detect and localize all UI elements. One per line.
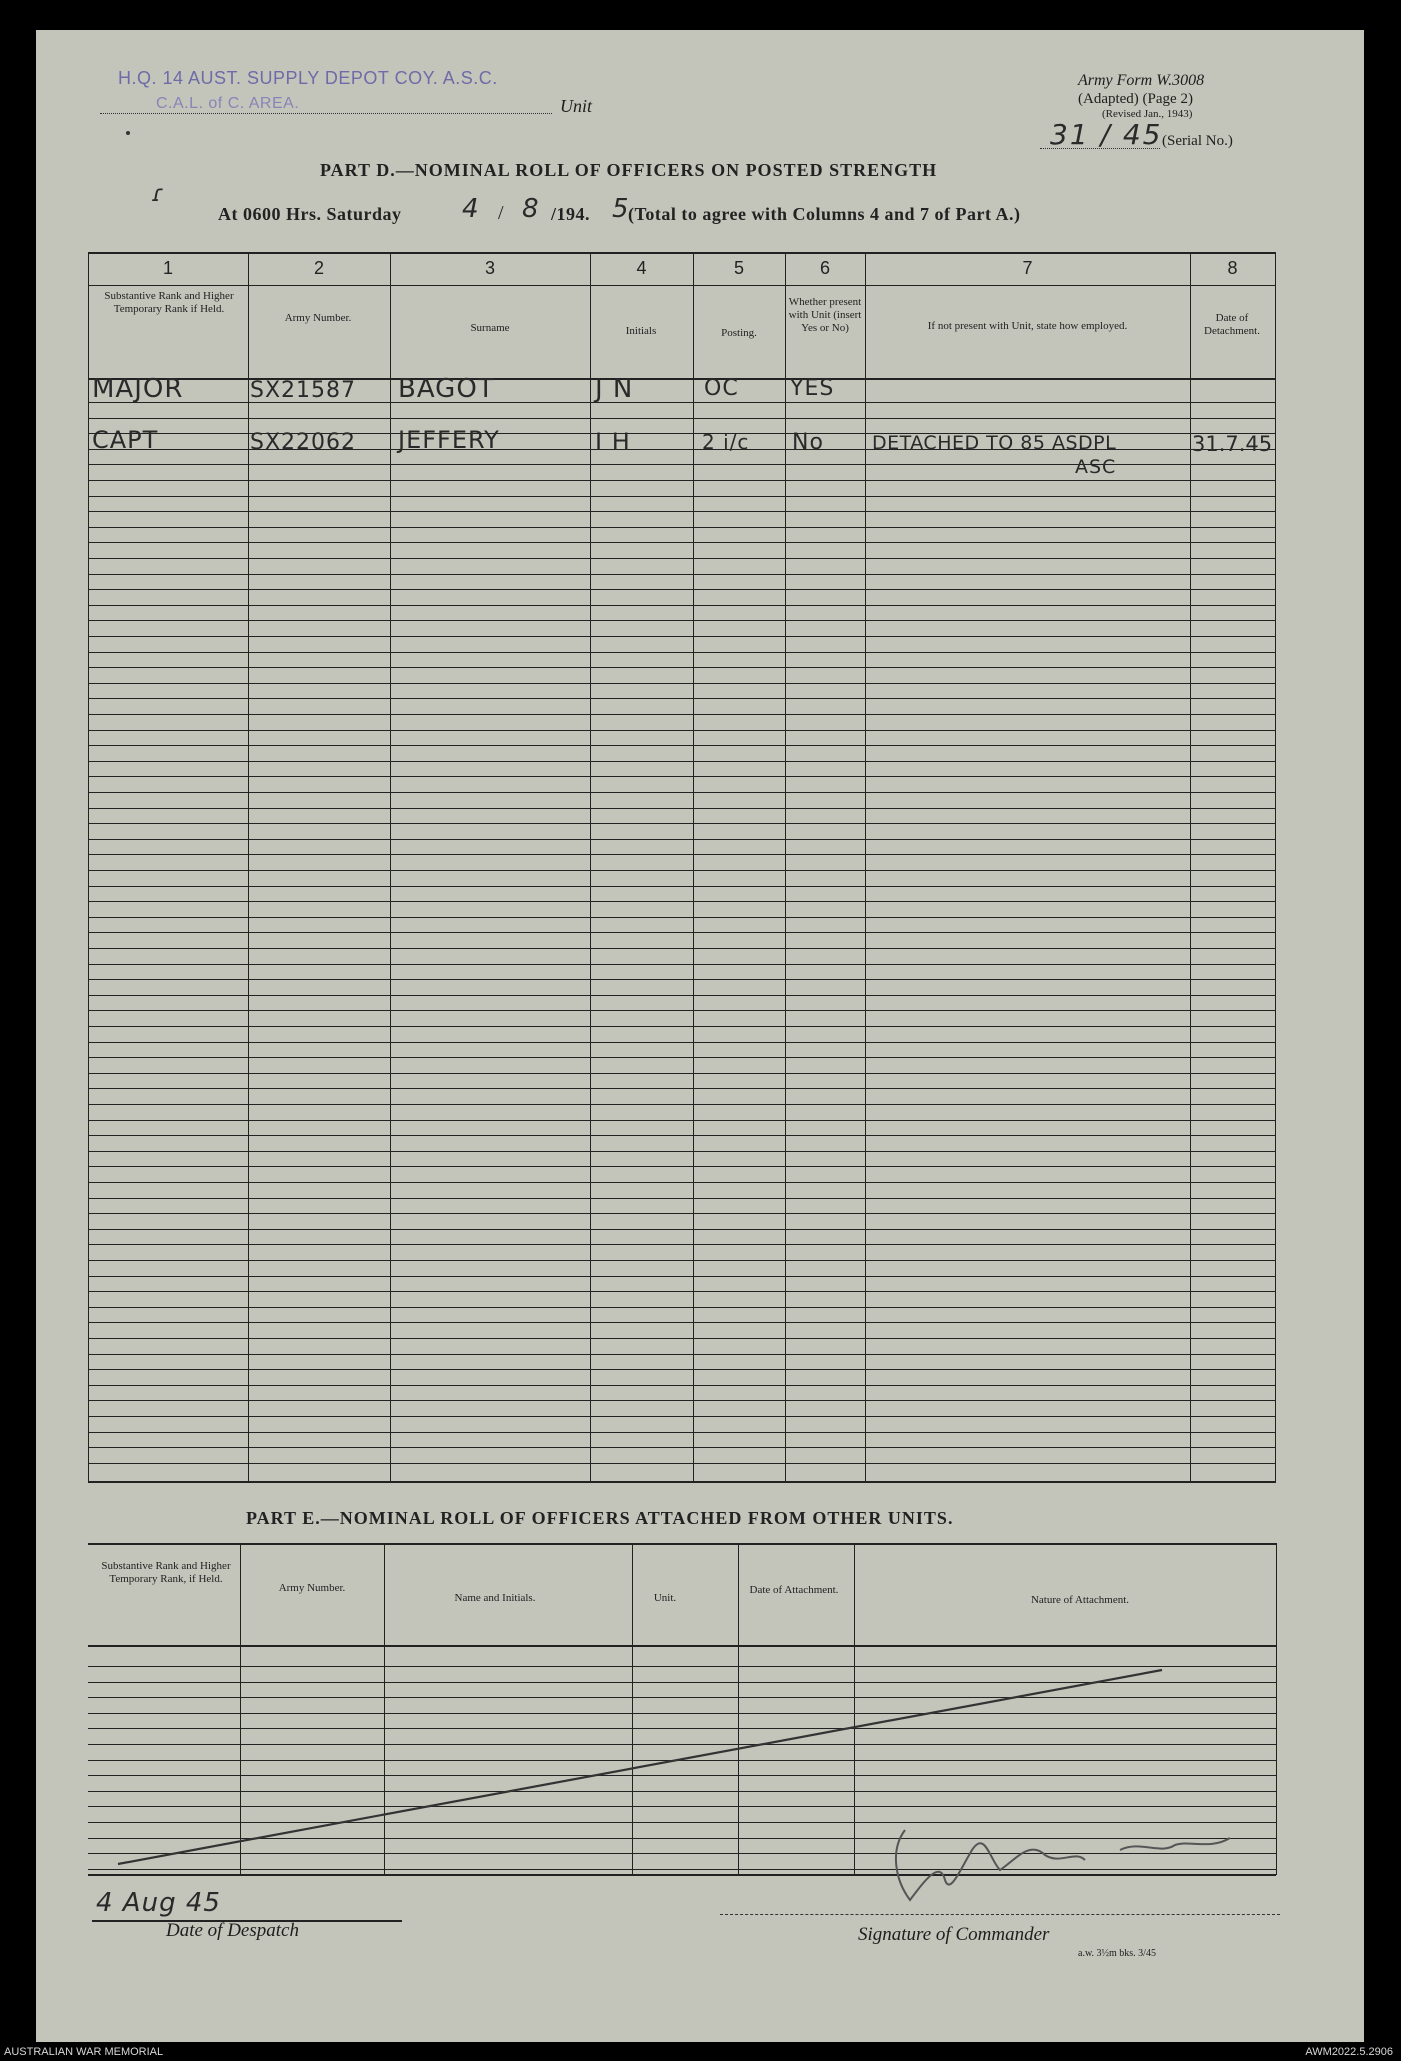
form-adapted: (Adapted) (Page 2) [1078, 91, 1193, 107]
unit-label: Unit [560, 96, 593, 116]
col-header-present: Whether present with Unit (insert Yes or No) [788, 296, 862, 334]
col-header-posting: Posting. [721, 327, 757, 339]
form-revised: (Revised Jan., 1943) [1102, 108, 1193, 120]
form-number: Army Form W.3008 [1078, 72, 1205, 89]
col-header-initials: Initials [625, 325, 657, 337]
at-time-prefix: At 0600 Hrs. Saturday [218, 204, 402, 224]
row-2-posting: 2 i/c [702, 430, 750, 454]
row-2-surname: JEFFERY [398, 426, 500, 454]
serial-number-value: 31 / 45 [1050, 118, 1163, 151]
e-col-header-unit: Unit. [653, 1592, 677, 1604]
col-header-detachment-date: Date of Detachment. [1204, 312, 1260, 337]
e-col-header-nature: Nature of Attachment. [1030, 1594, 1130, 1606]
print-code: a.w. 3½m bks. 3/45 [1078, 1948, 1156, 1959]
col-number-2: 2 [313, 258, 324, 278]
despatch-date-value: 4 Aug 45 [96, 1888, 221, 1918]
part-d-title: PART D.—NOMINAL ROLL OF OFFICERS ON POSTED STRENGTH [320, 160, 938, 180]
col-number-6: 6 [819, 258, 830, 278]
e-col-header-attachment-date: Date of Attachment. [749, 1584, 839, 1596]
e-col-header-name: Name and Initials. [454, 1592, 536, 1604]
col-header-employed: If not present with Unit, state how employed. [927, 320, 1128, 332]
row-2-rank: CAPT [92, 426, 159, 454]
row-1-army-number: SX21587 [250, 378, 357, 403]
e-col-header-army-number: Army Number. [278, 1582, 346, 1594]
e-col-header-rank: Substantive Rank and Higher Temporary Rank, if Held. [101, 1560, 231, 1585]
despatch-label: Date of Despatch [166, 1920, 299, 1941]
date-sep-1: / [498, 202, 504, 224]
footer-left: AUSTRALIAN WAR MEMORIAL [4, 2046, 164, 2058]
row-1-posting: OC [704, 376, 739, 401]
commander-line [720, 1914, 1280, 1916]
commander-label: Signature of Commander [858, 1924, 1050, 1945]
date-month: 8 [522, 194, 541, 224]
date-year-digit: 5 [612, 194, 631, 224]
unit-stamp-line-1: H.Q. 14 AUST. SUPPLY DEPOT COY. A.S.C. [118, 68, 498, 88]
col-header-surname: Surname [470, 322, 510, 334]
row-1-initials: J N [595, 374, 634, 404]
col-number-4: 4 [636, 258, 647, 278]
row-1-rank: MAJOR [92, 374, 184, 404]
col-header-army-number: Army Number. [284, 312, 352, 324]
row-2-employed-line-2: ASC [1075, 456, 1117, 478]
row-2-army-number: SX22062 [250, 430, 357, 455]
archive-footer [0, 2044, 1401, 2061]
col-number-5: 5 [733, 258, 744, 278]
at-time-suffix: (Total to agree with Columns 4 and 7 of Part A.) [628, 204, 1021, 224]
commander-signature [896, 1830, 1230, 1900]
row-2-present: No [792, 430, 824, 455]
row-2-initials: I H [595, 428, 631, 456]
col-number-3: 3 [484, 258, 495, 278]
col-number-8: 8 [1227, 258, 1238, 278]
row-2-date: 31.7.45 [1192, 432, 1273, 456]
date-year-prefix: /194. [551, 204, 591, 224]
col-number-7: 7 [1022, 258, 1033, 278]
date-day: 4 [462, 194, 481, 224]
footer-right: AWM2022.5.2906 [1305, 2046, 1393, 2058]
col-number-1: 1 [162, 258, 173, 278]
tick-mark: ɾ [152, 182, 166, 207]
part-e-title: PART E.—NOMINAL ROLL OF OFFICERS ATTACHED FROM OTHER UNITS. [246, 1508, 954, 1528]
serial-label: (Serial No.) [1162, 133, 1233, 149]
cancel-stroke [118, 1670, 1162, 1864]
unit-stamp-line-2: C.A.L. of C. AREA. [156, 95, 300, 112]
row-1-present: YES [790, 376, 835, 401]
row-2-employed: DETACHED TO 85 ASDPL [872, 432, 1117, 454]
row-1-surname: BAGOT [398, 374, 495, 404]
col-header-rank: Substantive Rank and Higher Temporary Rank if Held. [104, 290, 234, 315]
